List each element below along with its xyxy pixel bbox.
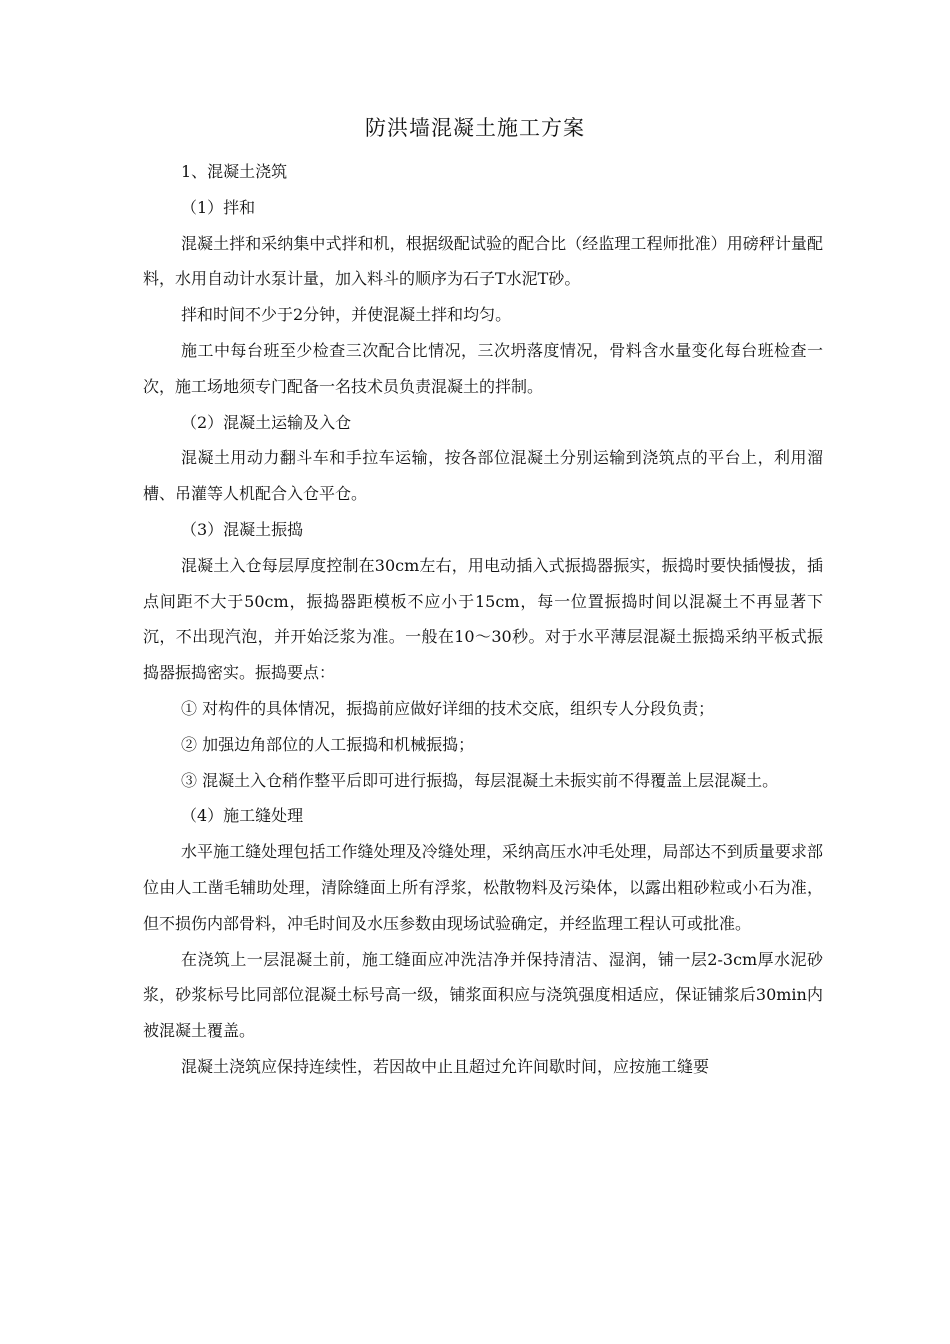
body-paragraph: 拌和时间不少于2分钟，并使混凝土拌和均匀。 bbox=[181, 305, 512, 325]
section-heading: 1、混凝土浇筑 bbox=[181, 162, 288, 181]
list-item: ② 加强边角部位的人工振捣和机械振捣； bbox=[181, 734, 475, 754]
body-paragraph: 在浇筑上一层混凝土前，施工缝面应冲洗洁净并保持清洁、湿润，铺一层2-3cm厚水泥砂浆，砂浆标号比同部位混凝土标号高一级，铺浆面积应与浇筑强度相适应，保证铺浆后30min内被混凝土覆盖。 bbox=[143, 949, 823, 1041]
body-paragraph: 施工中每台班至少检查三次配合比情况，三次坍落度情况，骨料含水量变化每台班检查一次，施工场地须专门配备一名技术员负责混凝土的拌制。 bbox=[143, 340, 823, 396]
body-paragraph: 水平施工缝处理包括工作缝处理及冷缝处理，采纳高压水冲毛处理，局部达不到质量要求部位由人工凿毛辅助处理，清除缝面上所有浮浆，松散物料及污染体，以露出粗砂粒或小石为准，但不损伤内部骨料，冲毛时间及水压参数由现场试验确定，并经监理工程认可或批准。 bbox=[143, 842, 823, 933]
body-paragraph: 混凝土入仓每层厚度控制在30cm左右，用电动插入式振捣器振实，振捣时要快插慢拔，插点间距不大于50cm，振捣器距模板不应小于15cm，每一位置振捣时间以混凝土不再显著下沉，不出现汽泡，并开始泛浆为准。一般在10〜30秒。对于水平薄层混凝土振捣采纳平板式振捣器振捣密实。振捣要点： bbox=[143, 555, 823, 683]
list-item: ① 对构件的具体情况，振捣前应做好详细的技术交底，组织专人分段负责； bbox=[181, 698, 715, 718]
subsection-heading: （1）拌和 bbox=[181, 197, 256, 217]
body-paragraph: 混凝土用动力翻斗车和手拉车运输，按各部位混凝土分别运输到浇筑点的平台上，利用溜槽、吊灌等人机配合入仓平仓。 bbox=[143, 448, 823, 504]
subsection-heading: （3）混凝土振捣 bbox=[181, 519, 304, 539]
list-item: ③ 混凝土入仓稍作整平后即可进行振捣，每层混凝土未振实前不得覆盖上层混凝土。 bbox=[181, 770, 779, 790]
body-paragraph: 混凝土拌和采纳集中式拌和机，根据级配试验的配合比（经监理工程师批准）用磅秤计量配料，水用自动计水泵计量，加入料斗的顺序为石子T水泥T砂。 bbox=[143, 233, 823, 289]
document-title: 防洪墙混凝土施工方案 bbox=[365, 116, 585, 140]
subsection-heading: （4）施工缝处理 bbox=[181, 806, 304, 826]
subsection-heading: （2）混凝土运输及入仓 bbox=[181, 412, 352, 432]
document-body bbox=[143, 154, 823, 1085]
body-paragraph: 混凝土浇筑应保持连续性，若因故中止且超过允许间歇时间，应按施工缝要 bbox=[181, 1056, 710, 1076]
